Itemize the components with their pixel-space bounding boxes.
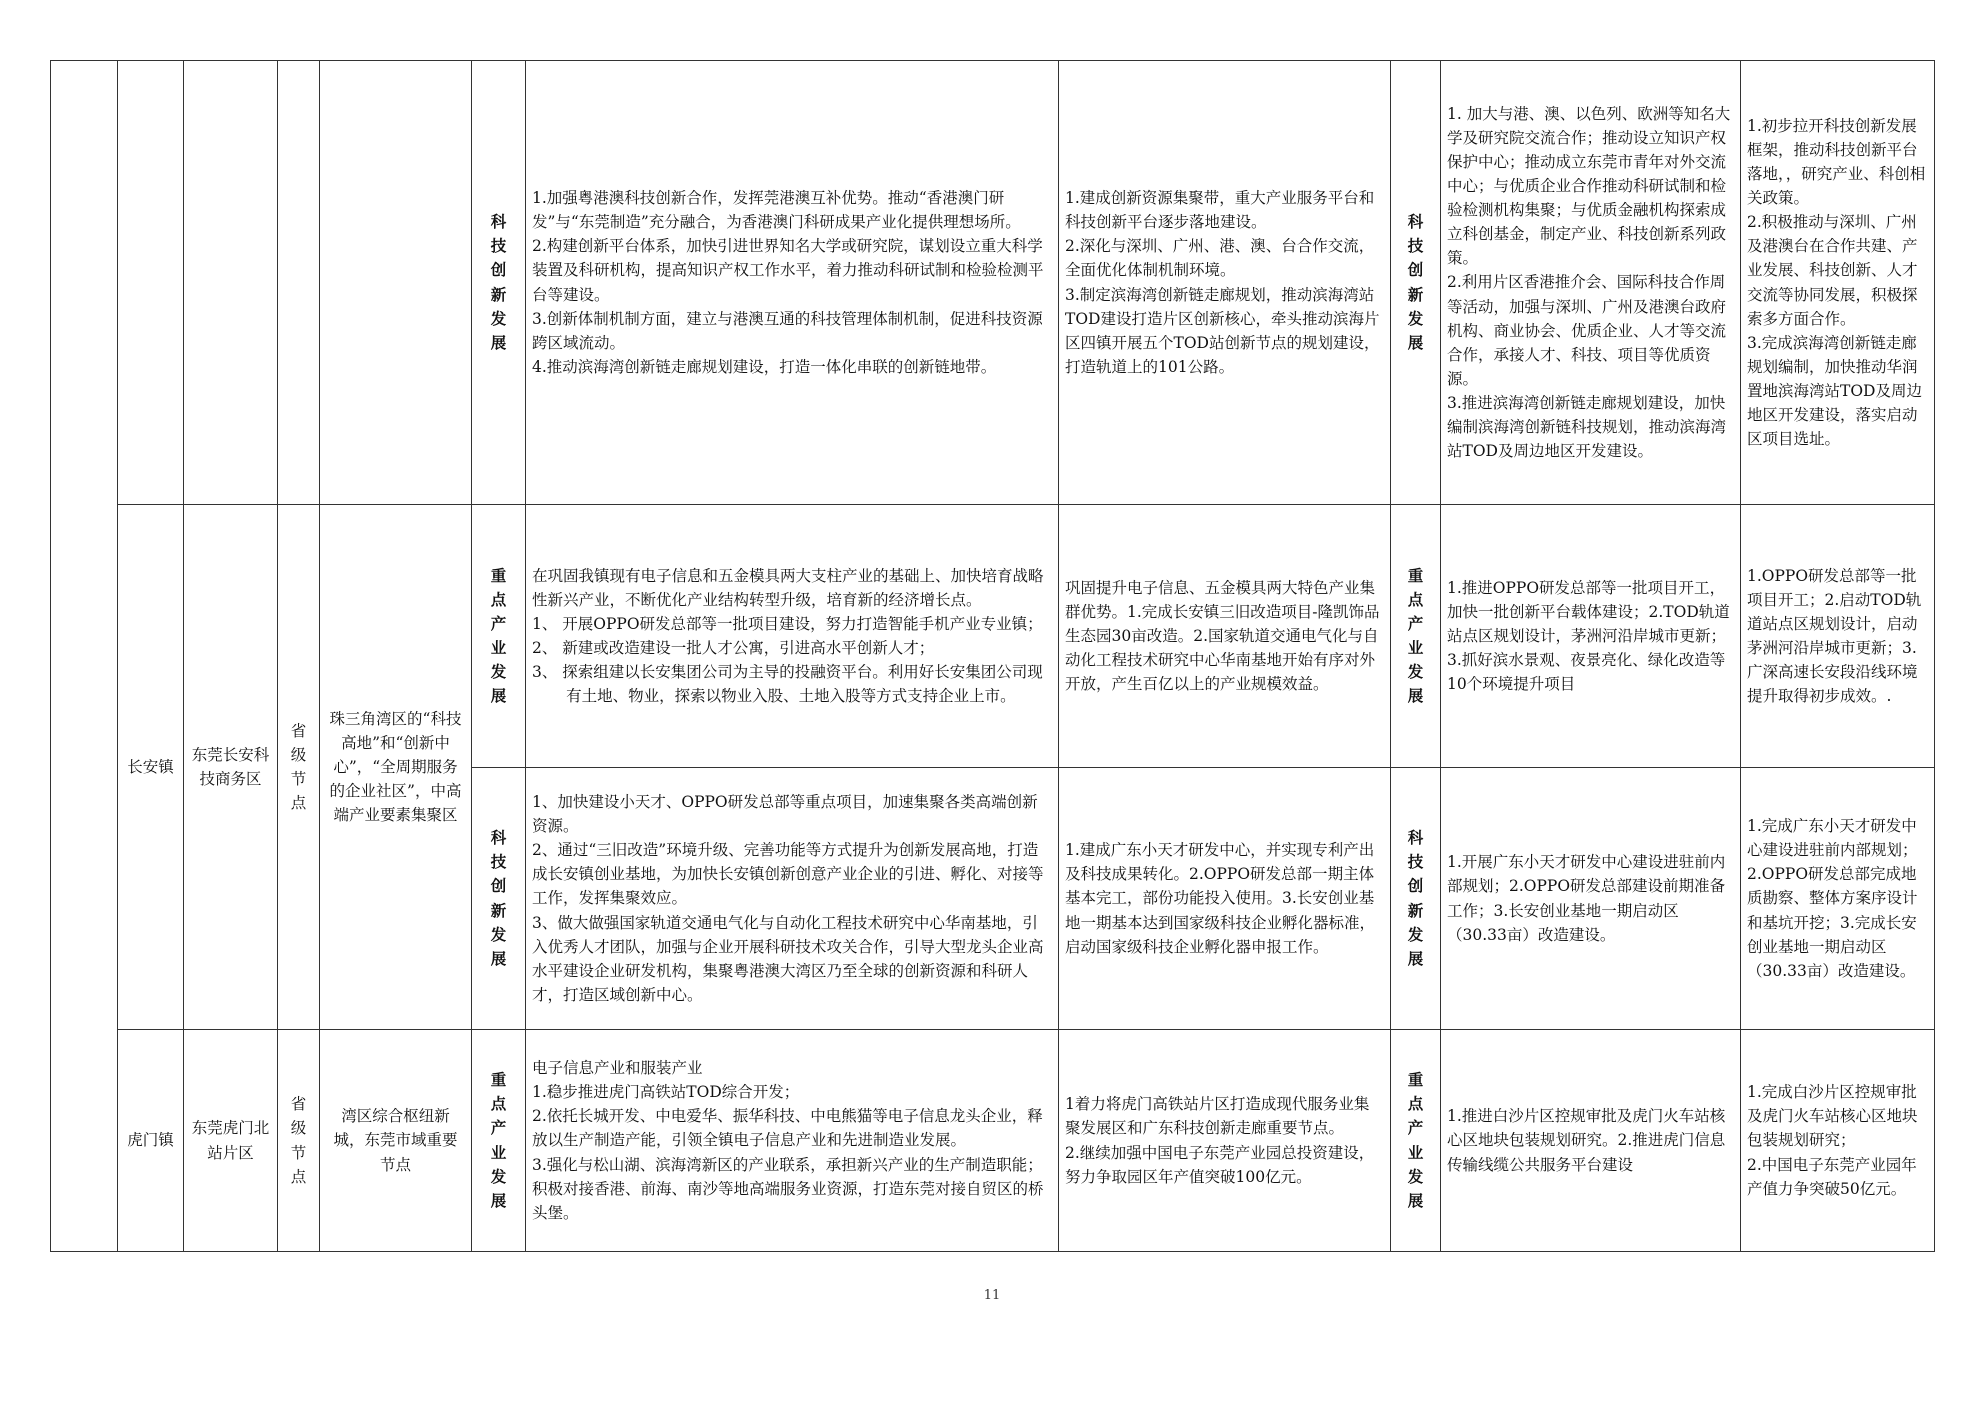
result-cell [1741,505,1935,768]
work-line: 2.利用片区香港推介会、国际科技合作周等活动，加强与深圳、广州及港澳台政府机构、商业协会、优质企业、人才等交流合作，承接人才、科技、项目等优质资源。 [1447,273,1727,388]
table-row [51,505,1935,768]
position-cell [320,61,472,505]
work-cell [1441,61,1741,505]
goal-line: 巩固提升电子信息、五金模具两大特色产业集群优势。1.完成长安镇三旧改造项目-隆凯饰品生态园30亩改造。2.国家轨道交通电气化与自动化工程技术研究中心华南基地开始有序对外开放，产生百亿以上的产业规模效益。 [1065,578,1380,694]
plan-table [50,60,1935,1252]
work-line: 1.开展广东小天才研发中心建设进驻前内部规划；2.OPPO研发总部建设前期准备工作；3.长安创业基地一期启动区（30.33亩）改造建设。 [1447,853,1726,944]
work-line: 1.推进白沙片区控规审批及虎门火车站核心区地块包装规划研究。2.推进虎门信息传输线缆公共服务平台建设 [1447,1107,1726,1174]
result-cell [1741,768,1935,1030]
topic-text: 重 点 产 业 发 展 [1407,565,1424,706]
work-cell [1441,768,1741,1030]
topic-cell [472,768,526,1030]
goal-line: 1.建成广东小天才研发中心，并实现专利产出及科技成果转化。2.OPPO研发总部一期主体基本完工，部份功能投入使用。3.长安创业基地一期基本达到国家级科技企业孵化器标准，启动国家级科技企业孵化器申报工作。 [1065,841,1376,956]
content-line: 3、 探索组建以长安集团公司为主导的投融资平台。利用好长安集团公司现有土地、物业，探索以物业入股、土地入股等方式支持企业上市。 [532,663,1043,706]
content-cell [526,505,1059,768]
area-cell [184,61,278,505]
level-cell: 省级节点 [278,1030,320,1252]
goal-cell [1059,768,1391,1030]
topic-cell-2 [1391,768,1441,1030]
goal-line: 1.建成创新资源集聚带，重大产业服务平台和科技创新平台逐步落地建设。 [1065,189,1375,232]
town-cell [118,61,184,505]
level-cell: 省级节点 [278,505,320,1030]
table-row [51,61,1935,505]
topic-cell-2 [1391,61,1441,505]
result-cell [1741,1030,1935,1252]
goal-line: 2.继续加强中国电子东莞产业园总投资建设，努力争取园区年产值突破100亿元。 [1065,1143,1375,1186]
topic-text: 科 技 创 新 发 展 [490,212,507,352]
content-cell [526,61,1059,505]
table-row [51,1030,1935,1252]
result-line: 1.完成白沙片区控规审批及虎门火车站核心区地块包装规划研究； [1747,1083,1918,1150]
content-line: 3、做大做强国家轨道交通电气化与自动化工程技术研究中心华南基地，引入优秀人才团队，加强与企业开展科研技术攻关合作，引导大型龙头企业高水平建设企业研发机构，集聚粤港澳大湾区乃至全球的创新资源和科研人才，打造区域创新中心。 [532,913,1044,1004]
result-line: 2.中国电子东莞产业园年产值力争突破50亿元。 [1747,1155,1917,1198]
area-cell: 东莞虎门北站片区 [184,1030,278,1252]
result-line: 3.完成滨海湾创新链走廊规划编制，加快推动华润置地滨海湾站TOD及周边地区开发建设，落实启动区项目选址。 [1747,333,1922,448]
topic-text: 重 点 产 业 发 展 [490,1070,507,1210]
work-cell [1441,505,1741,768]
topic-text: 科 技 创 新 发 展 [490,828,507,968]
result-line: 1.OPPO研发总部等一批项目开工；2.启动TOD轨道站点区规划设计，启动茅洲河沿岸城市更新；3.广深高速长安段沿线环境提升取得初步成效。. [1747,566,1922,706]
topic-cell [472,505,526,768]
goal-line: 3.制定滨海湾创新链走廊规划，推动滨海湾站TOD建设打造片区创新核心，牵头推动滨海片区四镇开展五个TOD站创新节点的规划建设，打造轨道上的101公路。 [1065,285,1380,376]
topic-text: 重 点 产 业 发 展 [1407,1070,1424,1210]
content-line: 4.推动滨海湾创新链走廊规划建设，打造一体化串联的创新链地带。 [532,357,997,376]
result-cell [1741,61,1935,505]
goal-line: 2.深化与深圳、广州、港、澳、台合作交流，全面优化体制机制环境。 [1065,237,1375,280]
result-line: 1.初步拉开科技创新发展框架，推动科技创新平台落地，，研究产业、科创相关政策。 [1747,117,1926,208]
content-line: 2、通过“三旧改造”环境升级、完善功能等方式提升为创新发展高地，打造成长安镇创业基地，为加快长安镇创新创意产业企业的引进、孵化、对接等工作，发挥集聚效应。 [532,841,1044,908]
content-line: 1.加强粤港澳科技创新合作，发挥莞港澳互补优势。推动“香港澳门研发”与“东莞制造”充分融合，为香港澳门科研成果产业化提供理想场所。 [532,189,1021,232]
content-line: 3.创新体制机制方面，建立与港澳互通的科技管理体制机制，促进科技资源跨区域流动。 [532,309,1043,352]
town-cell: 虎门镇 [118,1030,184,1252]
goal-cell [1059,61,1391,505]
result-line: 2.积极推动与深圳、广州及港澳台在合作共建、产业发展、科技创新、人才交流等协同发展，积极探索多方面合作。 [1747,213,1918,328]
topic-text: 重 点 产 业 发 展 [490,565,507,706]
content-cell [526,768,1059,1030]
work-cell [1441,1030,1741,1252]
level-cell [278,61,320,505]
topic-cell [472,1030,526,1252]
goal-line: 1着力将虎门高铁站片区打造成现代服务业集聚发展区和广东科技创新走廊重要节点。 [1065,1095,1370,1138]
position-cell: 珠三角湾区的“科技高地”和“创新中心”，“全周期服务的企业社区”，中高端产业要素集聚区 [320,505,472,1030]
content-cell [526,1030,1059,1252]
content-line: 电子信息产业和服装产业 [532,1059,703,1078]
goal-cell [1059,1030,1391,1252]
work-line: 1.推进OPPO研发总部等一批项目开工，加快一批创新平台载体建设；2.TOD轨道站点区规划设计，茅洲河沿岸城市更新；3.抓好滨水景观、夜景亮化、绿化改造等10个环境提升项目 [1447,578,1730,694]
content-line: 1、 开展OPPO研发总部等一批项目建设，努力打造智能手机产业专业镇； [532,614,1043,633]
topic-text: 科 技 创 新 发 展 [1407,828,1424,968]
result-line: 1.完成广东小天才研发中心建设进驻前内部规划；2.OPPO研发总部完成地质勘察、整体方案序设计和基坑开挖；3.完成长安创业基地一期启动区（30.33亩）改造建设。 [1747,817,1918,980]
work-line: 3.推进滨海湾创新链走廊规划建设，加快编制滨海湾创新链科技规划，推动滨海湾站TOD及周边地区开发建设。 [1447,393,1727,460]
content-line: 1.稳步推进虎门高铁站TOD综合开发； [532,1083,800,1102]
topic-text: 科 技 创 新 发 展 [1407,212,1424,352]
blank-column-cell [51,61,118,1252]
page-number: 11 [983,1288,1001,1303]
work-line: 1. 加大与港、澳、以色列、欧洲等知名大学及研究院交流合作；推动设立知识产权保护中心；推动成立东莞市青年对外交流中心；与优质企业合作推动科研试制和检验检测机构集聚；与优质金融机构探索成立科创基金，制定产业、科技创新系列政策。 [1447,105,1731,268]
town-cell: 长安镇 [118,505,184,1030]
content-line: 2、 新建或改造建设一批人才公寓，引进高水平创新人才； [532,639,935,657]
topic-cell-2 [1391,505,1441,768]
position-cell: 湾区综合枢纽新城，东莞市域重要节点 [320,1030,472,1252]
content-line: 2.构建创新平台体系，加快引进世界知名大学或研究院，谋划设立重大科学装置及科研机构，提高知识产权工作水平，着力推动科研试制和检验检测平台等建设。 [532,237,1044,304]
topic-cell [472,61,526,505]
content-line: 2.依托长城开发、中电爱华、振华科技、中电熊猫等电子信息龙头企业，释放以生产制造产能，引领全镇电子信息产业和先进制造业发展。 [532,1107,1043,1150]
content-line: 1、加快建设小天才、OPPO研发总部等重点项目，加速集聚各类高端创新资源。 [532,793,1038,836]
area-cell: 东莞长安科技商务区 [184,505,278,1030]
content-line: 3.强化与松山湖、滨海湾新区的产业联系，承担新兴产业的生产制造职能；积极对接香港、前海、南沙等地高端服务业资源，打造东莞对接自贸区的桥头堡。 [532,1155,1044,1222]
topic-cell-2 [1391,1030,1441,1252]
content-line: 在巩固我镇现有电子信息和五金模具两大支柱产业的基础上、加快培育战略性新兴产业，不断优化产业结构转型升级，培育新的经济增长点。 [532,566,1044,609]
goal-cell [1059,505,1391,768]
